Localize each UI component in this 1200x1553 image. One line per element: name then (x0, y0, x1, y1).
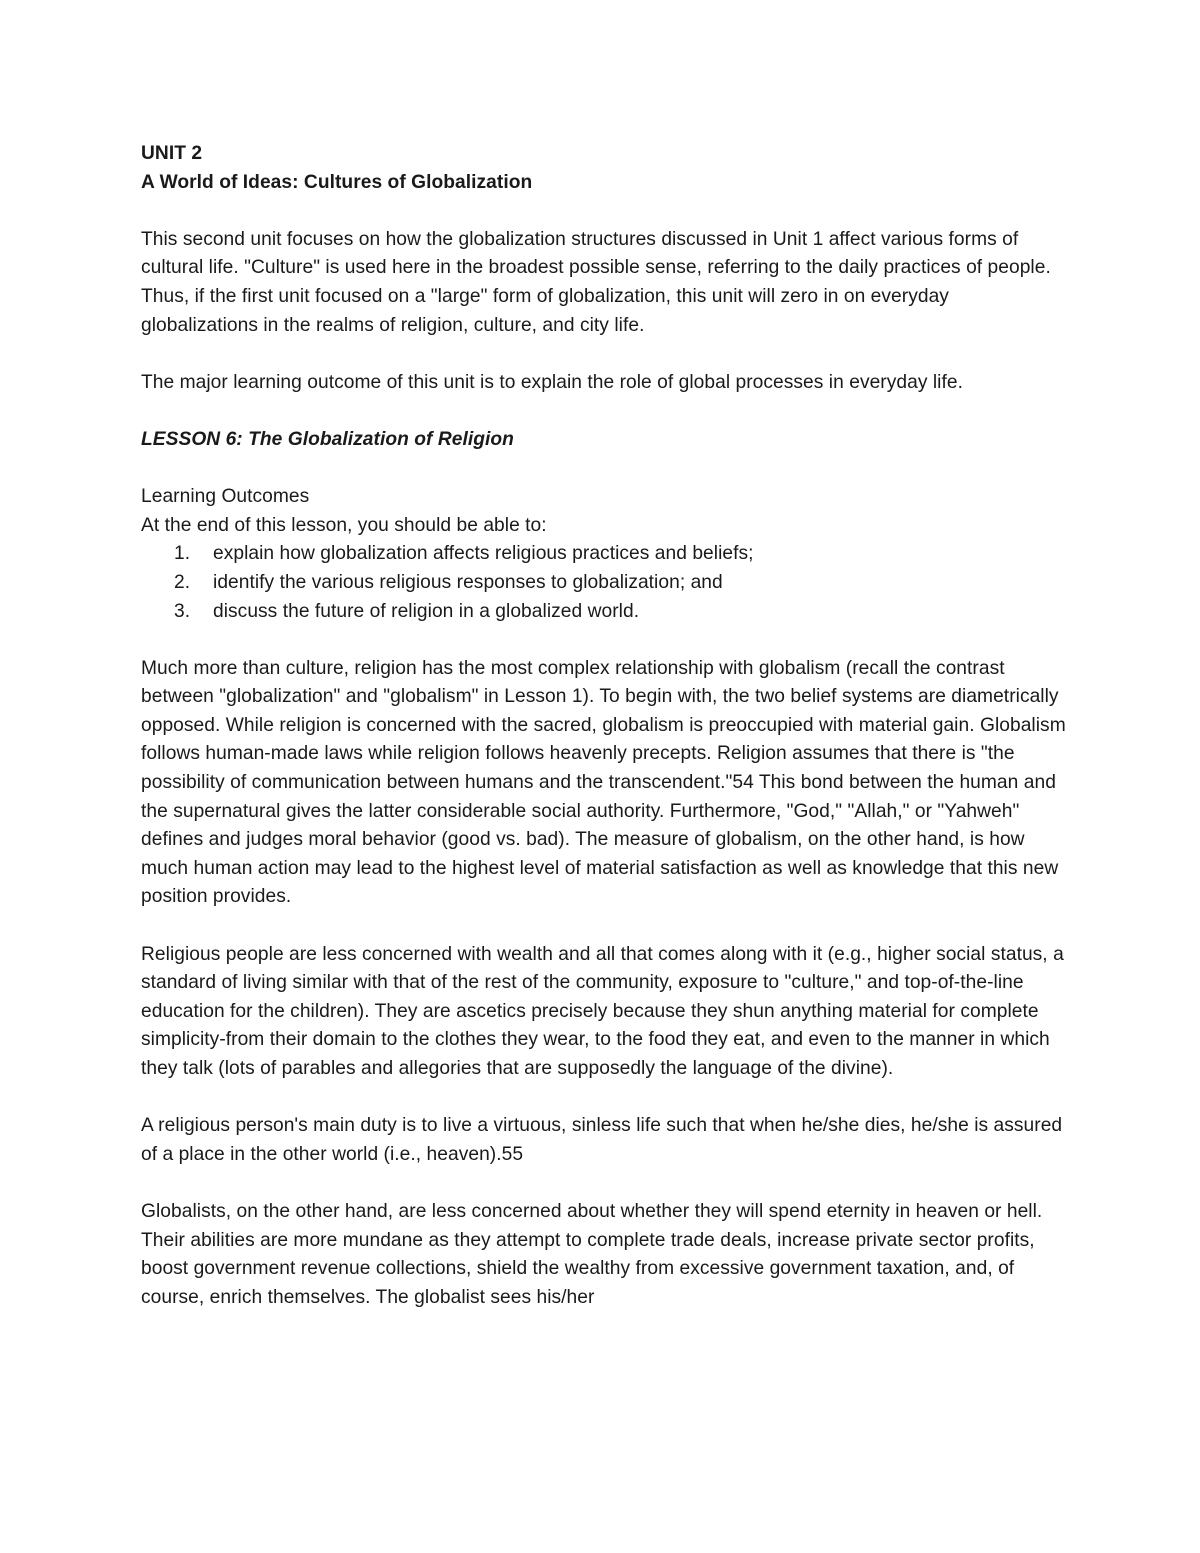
outcomes-heading: Learning Outcomes (141, 486, 310, 508)
spacer (141, 1084, 1071, 1113)
spacer (141, 340, 1071, 369)
list-item (141, 540, 1071, 569)
spacer (141, 197, 1071, 226)
body-paragraph: Religious people are less concerned with wealth and all that comes along with it (e.g., higher social status, a standard of living similar with that of the rest of the community, exposure to "culture," and top-of-the-line education for the children). They are ascetics precisely because they shun anything material for complete simplicity-from their domain to the clothes they wear, to the food they eat, and even to the manner in which they talk (lots of parables and allegories that are supposedly the language of the divine). (141, 943, 1064, 1079)
document-page (141, 140, 1071, 1312)
spacer (141, 1169, 1071, 1198)
outcomes-list (141, 540, 1071, 626)
spacer (141, 397, 1071, 426)
body-paragraph: A religious person's main duty is to live a virtuous, sinless life such that when he/she dies, he/she is assured of a place in the other world (i.e., heaven).55 (141, 1115, 1063, 1165)
unit-label: UNIT 2 (141, 143, 203, 164)
outcomes-intro: At the end of this lesson, you should be able to: (141, 514, 547, 536)
spacer (141, 626, 1071, 655)
list-item (141, 598, 1071, 627)
list-number: 3. (174, 600, 191, 622)
list-text: discuss the future of religion in a globalized world. (213, 600, 640, 622)
body-paragraph: Globalists, on the other hand, are less concerned about whether they will spend eternity in heaven or hell. Their abilities are more mundane as they attempt to complete trade deals, increase private sector profits, boost government revenue collections, shield the wealthy from excessive government taxation, and, of course, enrich themselves. The globalist sees his/her (141, 1200, 1043, 1308)
lesson-title: LESSON 6: The Globalization of Religion (141, 428, 514, 450)
list-item (141, 569, 1071, 598)
unit-title: A World of Ideas: Cultures of Globalization (141, 171, 533, 193)
learning-outcome-paragraph: The major learning outcome of this unit is to explain the role of global processes in everyday life. (141, 371, 963, 393)
list-text: identify the various religious responses to globalization; and (213, 571, 723, 593)
body-paragraph: Much more than culture, religion has the most complex relationship with globalism (recall the contrast between "globalization" and "globalism" in Lesson 1). To begin with, the two belief systems are diametrically opposed. While religion is concerned with the sacred, globalism is preoccupied with material gain. Globalism follows human-made laws while religion follows heavenly precepts. Religion assumes that there is "the possibility of communication between humans and the transcendent."54 This bond between the human and the supernatural gives the latter considerable social authority. Furthermore, "God," "Allah," or "Yahweh" defines and judges moral behavior (good vs. bad). The measure of globalism, on the other hand, is how much human action may lead to the highest level of material satisfaction as well as knowledge that this new position provides. (141, 657, 1066, 908)
spacer (141, 912, 1071, 941)
intro-paragraph: This second unit focuses on how the globalization structures discussed in Unit 1 affect various forms of cultural life. "Culture" is used here in the broadest possible sense, referring to the daily practices of people. Thus, if the first unit focused on a "large" form of globalization, this unit will zero in on everyday globalizations in the realms of religion, culture, and city life. (141, 228, 1051, 336)
list-text: explain how globalization affects religious practices and beliefs; (213, 543, 754, 565)
list-number: 1. (174, 543, 191, 565)
spacer (141, 455, 1071, 484)
list-number: 2. (174, 571, 191, 593)
